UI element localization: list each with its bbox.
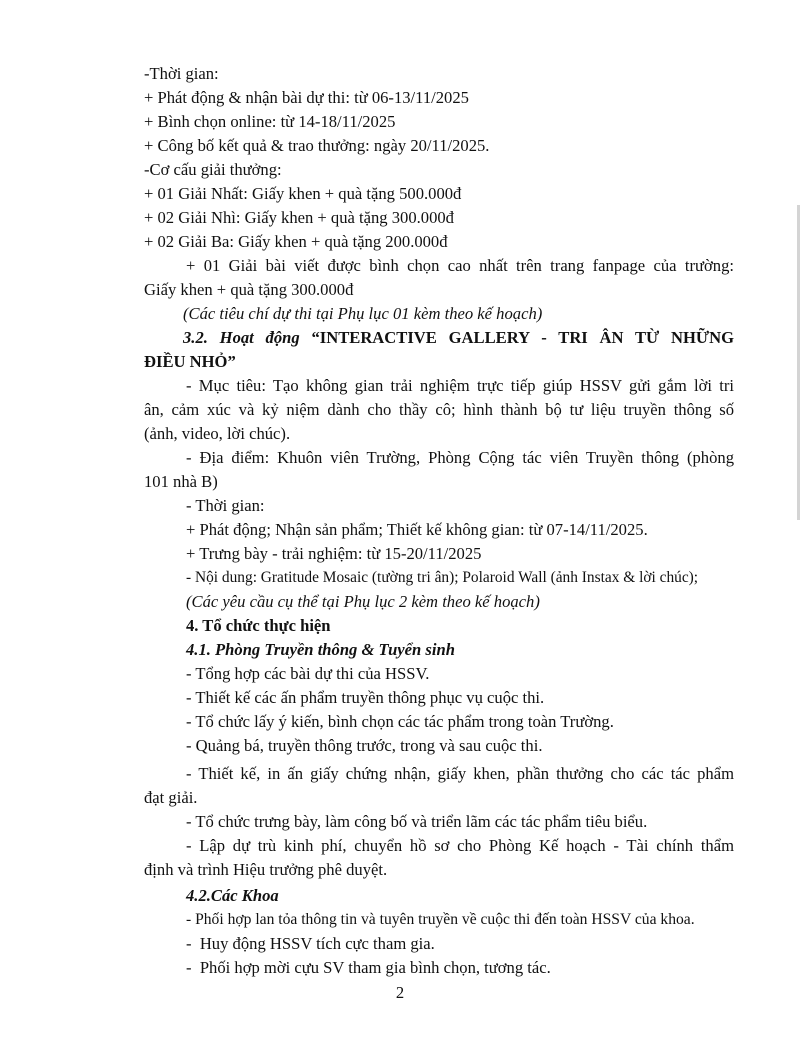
faculty-task-item: - Huy động HSSV tích cực tham gia. [186, 934, 435, 953]
location-line: 101 nhà B) [144, 472, 218, 491]
time-item: + Phát động; Nhận sản phẩm; Thiết kế không gian: từ 07-14/11/2025. [186, 520, 648, 539]
criteria-note: (Các tiêu chí dự thi tại Phụ lục 01 kèm theo kế hoạch) [183, 304, 543, 323]
task-item: - Tổng hợp các bài dự thi của HSSV. [186, 664, 430, 683]
page-number: 2 [395, 983, 405, 1002]
budget-line: định và trình Hiệu trưởng phê duyệt. [144, 860, 388, 879]
prize-item: + 01 Giải Nhất: Giấy khen + quà tặng 500.000đ [144, 184, 462, 203]
prize-item: + 02 Giải Ba: Giấy khen + quà tặng 200.000đ [144, 232, 448, 251]
prize-item: + 02 Giải Nhì: Giấy khen + quà tặng 300.000đ [144, 208, 454, 227]
task-item: - Tổ chức trưng bày, làm công bố và triển lãm các tác phẩm tiêu biểu. [186, 812, 648, 831]
time-item: + Trưng bày - trải nghiệm: từ 15-20/11/2025 [186, 544, 482, 563]
popular-prize-line: + 01 Giải bài viết được bình chọn cao nhất trên trang fanpage của trường: [186, 256, 734, 275]
faculty-task-item: - Phối hợp lan tỏa thông tin và tuyên truyền về cuộc thi đến toàn HSSV của khoa. [186, 911, 695, 928]
time-item: + Phát động & nhận bài dự thi: từ 06-13/11/2025 [144, 88, 469, 107]
award-line: đạt giải. [144, 788, 198, 807]
task-item: - Thiết kế các ấn phẩm truyền thông phục vụ cuộc thi. [186, 688, 545, 707]
task-item: - Quảng bá, truyền thông trước, trong và sau cuộc thi. [186, 736, 543, 755]
goal-line: - Mục tiêu: Tạo không gian trải nghiệm trực tiếp giúp HSSV gửi gắm lời tri [186, 376, 734, 395]
faculty-task-item: - Phối hợp mời cựu SV tham gia bình chọn, tương tác. [186, 958, 551, 977]
popular-prize-line: Giấy khen + quà tặng 300.000đ [144, 280, 354, 299]
section-3-2-heading-prefix: 3.2. Hoạt động [183, 328, 300, 347]
time-item: + Bình chọn online: từ 14-18/11/2025 [144, 112, 396, 131]
time-item: + Công bố kết quả & trao thưởng: ngày 20/11/2025. [144, 136, 490, 155]
section-4-heading: 4. Tổ chức thực hiện [186, 616, 331, 635]
budget-line: - Lập dự trù kinh phí, chuyển hồ sơ cho Phòng Kế hoạch - Tài chính thẩm [186, 836, 734, 855]
prize-label: -Cơ cấu giải thưởng: [144, 160, 282, 179]
task-item: - Tổ chức lấy ý kiến, bình chọn các tác phẩm trong toàn Trường. [186, 712, 614, 731]
section-3-2-heading [183, 326, 734, 350]
section-3-2-heading-title: “INTERACTIVE GALLERY - TRI ÂN TỪ NHỮNG [311, 328, 735, 347]
section-3-2-heading-line2: ĐIỀU NHỎ” [144, 352, 236, 371]
time-label: - Thời gian: [186, 496, 265, 515]
award-line: - Thiết kế, in ấn giấy chứng nhận, giấy khen, phần thưởng cho các tác phẩm [186, 764, 734, 783]
goal-line: ân, cảm xúc và kỷ niệm dành cho thầy cô; hình thành bộ tư liệu truyền thông số [144, 400, 734, 419]
location-line: - Địa điểm: Khuôn viên Trường, Phòng Cộng tác viên Truyền thông (phòng [186, 448, 734, 467]
requirements-note: (Các yêu cầu cụ thể tại Phụ lục 2 kèm theo kế hoạch) [186, 592, 540, 611]
content-line: - Nội dung: Gratitude Mosaic (tường tri ân); Polaroid Wall (ảnh Instax & lời chúc); [186, 569, 699, 586]
section-4-2-heading: 4.2.Các Khoa [186, 886, 279, 905]
goal-line: (ảnh, video, lời chúc). [144, 424, 291, 443]
time-label: -Thời gian: [144, 64, 219, 83]
section-4-1-heading: 4.1. Phòng Truyền thông & Tuyển sinh [186, 640, 455, 659]
